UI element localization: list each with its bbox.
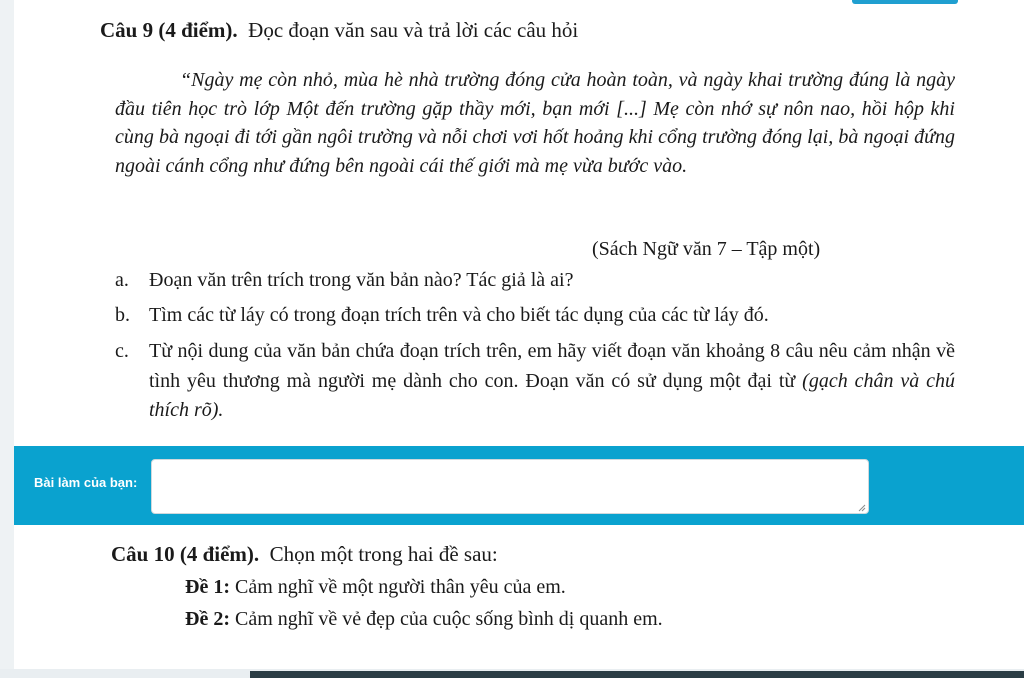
left-margin-strip xyxy=(0,0,14,678)
question-9-label: Câu 9 (4 điểm). xyxy=(100,18,238,42)
answer-textarea[interactable] xyxy=(151,459,869,514)
question-9-item-c xyxy=(115,337,955,426)
answer-label: Bài làm của bạn: xyxy=(34,475,138,490)
question-10-instruction: Chọn một trong hai đề sau: xyxy=(269,542,498,566)
option-label: Đề 1: xyxy=(185,576,230,598)
item-marker: b. xyxy=(115,304,130,326)
item-text: Tìm các từ láy có trong đoạn trích trên và cho biết tác dụng của các từ láy đó. xyxy=(149,304,769,326)
question-10-title xyxy=(111,542,498,567)
question-10-option-1 xyxy=(185,576,566,599)
question-10-option-2 xyxy=(185,608,663,631)
passage-source: (Sách Ngữ văn 7 – Tập một) xyxy=(592,238,821,260)
question-9-item-a xyxy=(115,266,573,296)
question-9-title xyxy=(100,18,578,43)
item-text: Đoạn văn trên trích trong văn bản nào? Tác giả là ai? xyxy=(149,269,574,291)
question-10-label: Câu 10 (4 điểm). xyxy=(111,542,260,566)
option-label: Đề 2: xyxy=(185,608,230,630)
answer-section xyxy=(14,446,1024,525)
bottom-dark-bar xyxy=(250,671,1024,678)
quoted-passage: “Ngày mẹ còn nhỏ, mùa hè nhà trường đóng cửa hoàn toàn, và ngày khai trường đúng là ngày đầu tiên học trò lớp Một đến trường gặp thầy mới, bạn mới [...] Mẹ còn nhớ sự nôn nao, hồi hộp khi cùng bà ngoại đi tới gần ngôi trường và nỗi chơi vơi hốt hoảng khi cổng trường đóng lại, bà ngoại đứng ngoài cánh cổng như đứng bên ngoài cái thế giới mà mẹ vừa bước vào. xyxy=(115,69,955,177)
item-marker: c. xyxy=(115,340,129,362)
item-marker: a. xyxy=(115,269,129,291)
option-text: Cảm nghĩ về một người thân yêu của em. xyxy=(234,576,566,598)
item-text-italic: (gạch chân và chú thích rõ). xyxy=(149,369,956,421)
question-9-instruction: Đọc đoạn văn sau và trả lời các câu hỏi xyxy=(248,18,579,42)
resize-grip-icon[interactable] xyxy=(857,503,866,512)
top-tab-indicator xyxy=(852,0,958,4)
item-text: Từ nội dung của văn bản chứa đoạn trích trên, em hãy viết đoạn văn khoảng 8 câu nêu cảm nhận về tình yêu thương mà người mẹ dành cho con. Đoạn văn có sử dụng một đại từ xyxy=(149,340,955,392)
option-text: Cảm nghĩ về vẻ đẹp của cuộc sống bình dị quanh em. xyxy=(234,608,663,630)
question-9-item-b xyxy=(115,301,769,331)
